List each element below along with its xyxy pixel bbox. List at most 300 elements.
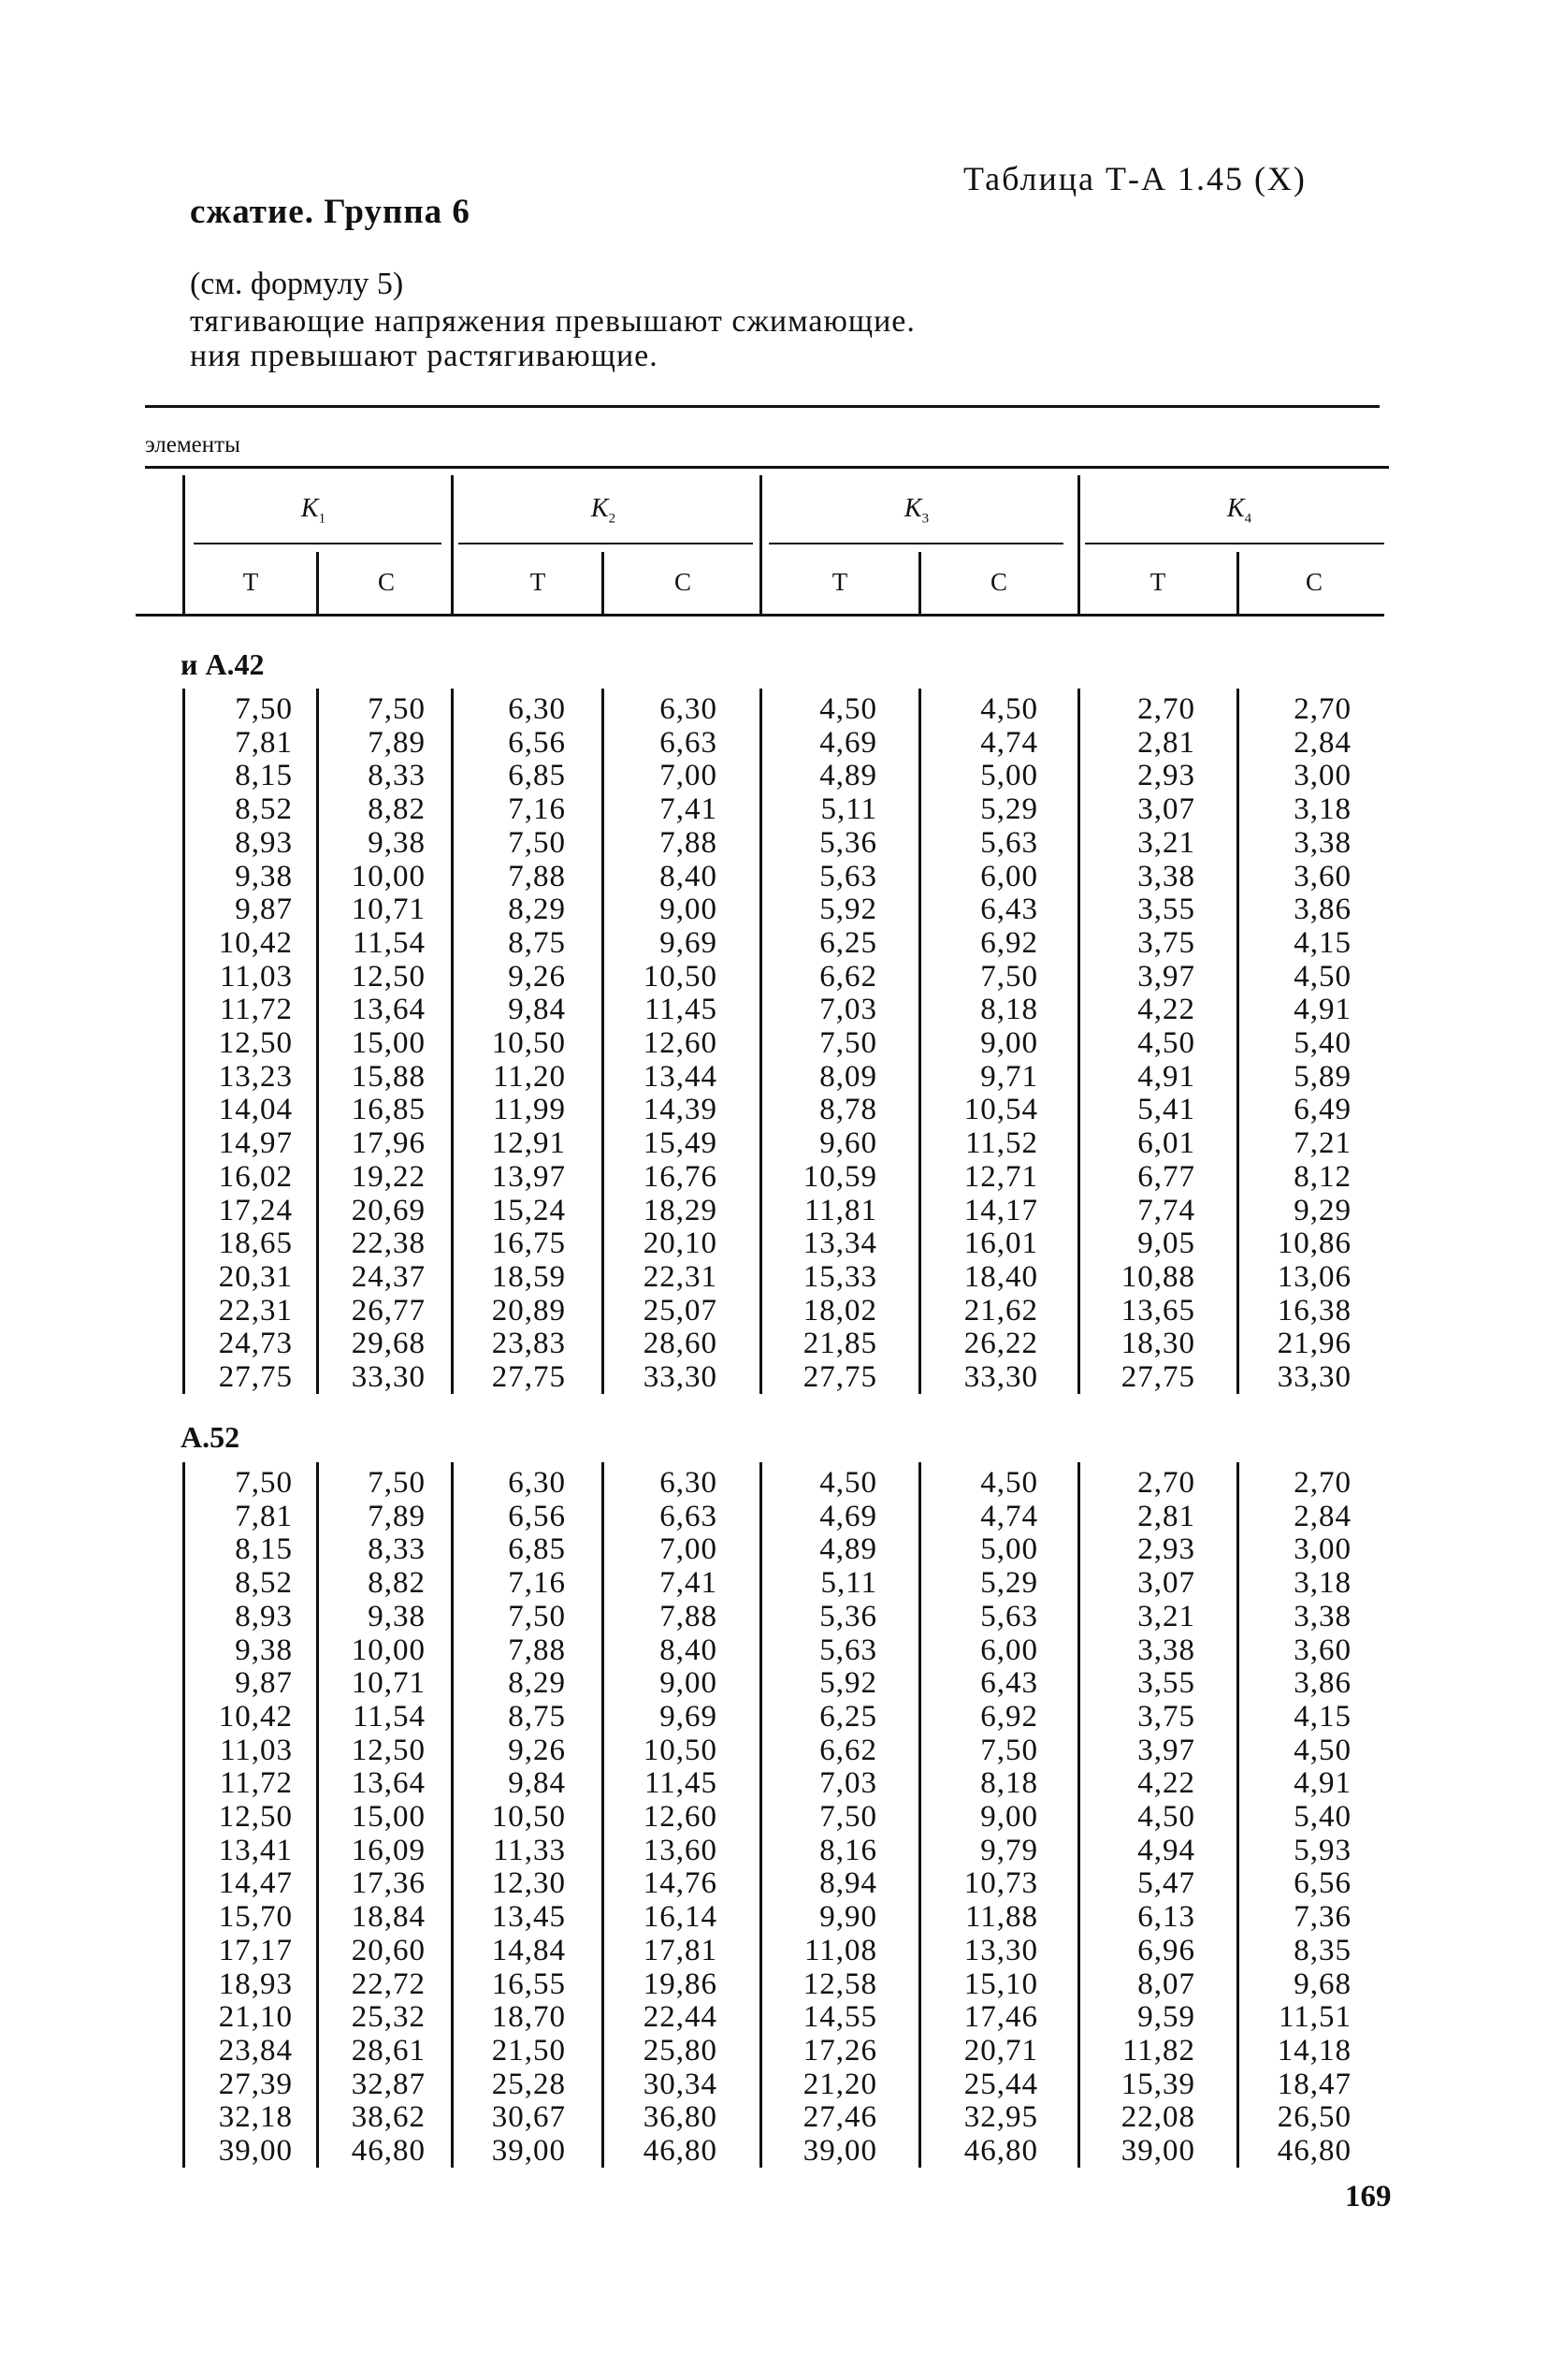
table-cell: 12,71 (963, 1159, 1038, 1194)
table-cell: 3,18 (1294, 792, 1352, 827)
table-cell: 7,89 (368, 725, 426, 760)
table-cell: 5,40 (1294, 1026, 1352, 1060)
table-cell: 6,25 (819, 925, 877, 960)
table-cell: 2,70 (1137, 692, 1195, 726)
table-cell: 16,01 (963, 1226, 1038, 1261)
table-cell: 4,89 (819, 759, 877, 793)
subheader-k2-t: Т (529, 568, 546, 596)
table-cell: 17,36 (351, 1866, 426, 1901)
table-cell: 10,42 (218, 1699, 293, 1734)
table-cell: 8,15 (235, 759, 293, 793)
group-underline-k1 (194, 543, 441, 544)
table-cell: 7,50 (980, 1733, 1038, 1767)
section-label: А.52 (181, 1420, 240, 1454)
table-cell: 6,56 (508, 725, 566, 760)
table-cell: 27,75 (218, 1360, 293, 1394)
table-cell: 7,88 (508, 1633, 566, 1667)
table-cell: 13,30 (963, 1933, 1038, 1967)
table-cell: 5,63 (980, 825, 1038, 860)
table-cell: 9,90 (819, 1900, 877, 1935)
divider (316, 552, 319, 614)
table-cell: 16,55 (491, 1966, 566, 2001)
column-divider (759, 689, 762, 1394)
column-divider (451, 689, 454, 1394)
table-cell: 3,75 (1137, 1699, 1195, 1734)
table-cell: 46,80 (351, 2134, 426, 2168)
table-cell: 30,34 (643, 2067, 717, 2101)
table-cell: 14,76 (643, 1866, 717, 1901)
table-cell: 10,00 (351, 1633, 426, 1667)
table-cell: 21,10 (218, 2000, 293, 2035)
table-cell: 7,50 (819, 1026, 877, 1060)
column-divider (1077, 1462, 1080, 2168)
table-cell: 14,18 (1277, 2033, 1352, 2068)
table-cell: 27,75 (802, 1360, 877, 1394)
table-cell: 7,89 (368, 1499, 426, 1533)
table-cell: 10,42 (218, 925, 293, 960)
table-cell: 10,50 (491, 1026, 566, 1060)
table-cell: 7,50 (368, 1466, 426, 1500)
table-cell: 23,83 (491, 1327, 566, 1361)
table-cell: 9,05 (1137, 1226, 1195, 1261)
table-cell: 22,44 (643, 2000, 717, 2035)
table-cell: 17,17 (218, 1933, 293, 1967)
table-cell: 38,62 (351, 2100, 426, 2135)
table-cell: 2,84 (1294, 1499, 1352, 1533)
table-cell: 7,50 (368, 692, 426, 726)
table-cell: 4,50 (819, 1466, 877, 1500)
table-cell: 24,37 (351, 1259, 426, 1294)
table-cell: 15,10 (963, 1966, 1038, 2001)
group-underline-k3 (769, 543, 1063, 544)
table-cell: 16,75 (491, 1226, 566, 1261)
table-cell: 9,84 (508, 1766, 566, 1801)
table-cell: 6,62 (819, 959, 877, 994)
table-cell: 8,16 (819, 1833, 877, 1867)
table-cell: 6,30 (659, 1466, 717, 1500)
table-cell: 9,38 (235, 1633, 293, 1667)
table-cell: 7,41 (659, 1566, 717, 1601)
column-divider (451, 1462, 454, 2168)
table-cell: 8,93 (235, 1599, 293, 1633)
table-cell: 11,82 (1121, 2033, 1195, 2068)
table-cell: 6,63 (659, 725, 717, 760)
table-cell: 10,59 (802, 1159, 877, 1194)
column-divider (1236, 689, 1239, 1394)
table-cell: 2,93 (1137, 1532, 1195, 1567)
table-cell: 12,50 (351, 1733, 426, 1767)
k1-index: 1 (318, 511, 326, 527)
table-cell: 6,30 (508, 692, 566, 726)
column-divider (601, 689, 604, 1394)
table-cell: 27,75 (491, 1360, 566, 1394)
table-cell: 6,30 (508, 1466, 566, 1500)
table-cell: 32,18 (218, 2100, 293, 2135)
table-cell: 15,33 (802, 1259, 877, 1294)
column-divider (182, 689, 185, 1394)
table-cell: 4,91 (1137, 1059, 1195, 1094)
table-cell: 9,00 (980, 1800, 1038, 1834)
table-cell: 17,81 (643, 1933, 717, 1967)
table-cell: 26,77 (351, 1293, 426, 1328)
column-divider (182, 1462, 185, 2168)
table-cell: 12,50 (218, 1800, 293, 1834)
table-cell: 2,70 (1294, 1466, 1352, 1500)
table-cell: 8,82 (368, 792, 426, 827)
table-cell: 3,55 (1137, 1666, 1195, 1701)
table-cell: 6,62 (819, 1733, 877, 1767)
table-cell: 24,73 (218, 1327, 293, 1361)
table-cell: 16,85 (351, 1093, 426, 1127)
table-cell: 26,22 (963, 1327, 1038, 1361)
table-cell: 14,39 (643, 1093, 717, 1127)
k2-header: $K_2$ (590, 494, 616, 527)
table-cell: 2,81 (1137, 725, 1195, 760)
table-cell: 3,97 (1137, 1733, 1195, 1767)
table-cell: 6,77 (1137, 1159, 1195, 1194)
table-cell: 4,74 (980, 725, 1038, 760)
table-cell: 6,25 (819, 1699, 877, 1734)
table-cell: 2,93 (1137, 759, 1195, 793)
table-cell: 5,41 (1137, 1093, 1195, 1127)
table-cell: 6,85 (508, 759, 566, 793)
table-cell: 5,63 (819, 859, 877, 893)
divider (601, 552, 604, 614)
k3-index: 3 (921, 511, 930, 527)
table-cell: 8,52 (235, 792, 293, 827)
table-cell: 13,65 (1120, 1293, 1195, 1328)
table-cell: 11,99 (492, 1093, 566, 1127)
table-cell: 13,44 (643, 1059, 717, 1094)
table-cell: 3,21 (1137, 825, 1195, 860)
divider (182, 475, 185, 616)
table-cell: 11,33 (492, 1833, 566, 1867)
table-cell: 11,08 (803, 1933, 877, 1967)
table-cell: 9,69 (659, 925, 717, 960)
table-cell: 3,55 (1137, 892, 1195, 927)
table-cell: 17,46 (963, 2000, 1038, 2035)
table-cell: 6,00 (980, 859, 1038, 893)
table-cell: 9,00 (659, 1666, 717, 1701)
table-cell: 9,38 (235, 859, 293, 893)
table-cell: 10,86 (1277, 1226, 1352, 1261)
k1-header: $K_1$ (300, 494, 326, 527)
table-cell: 9,00 (980, 1026, 1038, 1060)
table-cell: 20,10 (643, 1226, 717, 1261)
table-cell: 7,50 (235, 1466, 293, 1500)
table-cell: 3,38 (1294, 825, 1352, 860)
column-divider (1236, 1462, 1239, 2168)
table-cell: 5,92 (819, 1666, 877, 1701)
table-cell: 6,00 (980, 1633, 1038, 1667)
table-cell: 5,63 (980, 1599, 1038, 1633)
table-cell: 6,30 (659, 692, 717, 726)
table-cell: 7,74 (1137, 1193, 1195, 1227)
table-cell: 5,93 (1294, 1833, 1352, 1867)
divider (451, 475, 454, 616)
table-cell: 6,92 (980, 925, 1038, 960)
table-cell: 7,16 (508, 1566, 566, 1601)
table-cell: 33,30 (643, 1360, 717, 1394)
table-cell: 5,40 (1294, 1800, 1352, 1834)
table-cell: 33,30 (1277, 1360, 1352, 1394)
table-cell: 6,13 (1137, 1900, 1195, 1935)
table-cell: 4,50 (1294, 1733, 1352, 1767)
table-cell: 17,26 (802, 2033, 877, 2068)
table-cell: 39,00 (218, 2134, 293, 2168)
table-cell: 7,81 (235, 1499, 293, 1533)
table-cell: 20,31 (218, 1259, 293, 1294)
table-cell: 11,03 (219, 1733, 293, 1767)
table-cell: 14,55 (802, 2000, 877, 2035)
table-cell: 4,91 (1294, 1766, 1352, 1801)
table-cell: 11,72 (219, 993, 293, 1027)
table-cell: 7,50 (980, 959, 1038, 994)
k4-index: 4 (1244, 511, 1252, 527)
table-cell: 15,39 (1120, 2067, 1195, 2101)
table-cell: 5,29 (980, 792, 1038, 827)
divider (1236, 552, 1239, 614)
table-cell: 11,54 (352, 925, 426, 960)
formula-note: (см. формулу 5) (190, 267, 404, 301)
table-cell: 13,64 (351, 993, 426, 1027)
table-cell: 8,29 (508, 1666, 566, 1701)
divider (918, 552, 921, 614)
table-cell: 11,88 (964, 1900, 1038, 1935)
table-cell: 7,50 (508, 1599, 566, 1633)
table-cell: 5,00 (980, 759, 1038, 793)
table-cell: 20,69 (351, 1193, 426, 1227)
table-cell: 11,72 (219, 1766, 293, 1801)
table-cell: 32,87 (351, 2067, 426, 2101)
table-cell: 13,45 (491, 1900, 566, 1935)
table-cell: 16,38 (1277, 1293, 1352, 1328)
table-cell: 3,21 (1137, 1599, 1195, 1633)
subheader-k2-c: С (673, 568, 691, 596)
top-rule (145, 405, 1380, 408)
table-cell: 13,41 (218, 1833, 293, 1867)
table-cell: 8,15 (235, 1532, 293, 1567)
table-cell: 8,40 (659, 1633, 717, 1667)
table-cell: 7,36 (1294, 1900, 1352, 1935)
table-cell: 39,00 (802, 2134, 877, 2168)
table-cell: 2,81 (1137, 1499, 1195, 1533)
table-cell: 3,75 (1137, 925, 1195, 960)
subheader-k3-c: С (990, 568, 1007, 596)
table-cell: 8,93 (235, 825, 293, 860)
table-cell: 11,51 (1278, 2000, 1352, 2035)
column-divider (316, 1462, 319, 2168)
table-cell: 14,17 (963, 1193, 1038, 1227)
table-cell: 7,41 (659, 792, 717, 827)
table-cell: 7,50 (819, 1800, 877, 1834)
table-cell: 11,54 (352, 1699, 426, 1734)
table-cell: 9,60 (819, 1126, 877, 1161)
table-cell: 9,38 (368, 1599, 426, 1633)
table-cell: 9,69 (659, 1699, 717, 1734)
table-cell: 46,80 (643, 2134, 717, 2168)
table-cell: 22,31 (643, 1259, 717, 1294)
table-cell: 9,84 (508, 993, 566, 1027)
table-cell: 16,02 (218, 1159, 293, 1194)
table-cell: 7,50 (508, 825, 566, 860)
table-cell: 12,30 (491, 1866, 566, 1901)
table-cell: 5,11 (820, 792, 877, 827)
table-cell: 6,43 (980, 1666, 1038, 1701)
table-cell: 7,16 (508, 792, 566, 827)
table-cell: 14,47 (218, 1866, 293, 1901)
group-underline-k4 (1085, 543, 1384, 544)
table-cell: 4,50 (980, 1466, 1038, 1500)
table-cell: 9,26 (508, 959, 566, 994)
table-cell: 4,15 (1294, 925, 1352, 960)
table-cell: 22,72 (351, 1966, 426, 2001)
section-label: и А.42 (181, 647, 265, 681)
table-cell: 4,91 (1294, 993, 1352, 1027)
table-cell: 11,81 (803, 1193, 877, 1227)
table-cell: 11,45 (643, 993, 717, 1027)
table-cell: 12,58 (802, 1966, 877, 2001)
table-cell: 39,00 (491, 2134, 566, 2168)
table-cell: 3,60 (1294, 1633, 1352, 1667)
table-cell: 39,00 (1120, 2134, 1195, 2168)
table-cell: 8,75 (508, 925, 566, 960)
table-cell: 18,29 (643, 1193, 717, 1227)
table-cell: 5,47 (1137, 1866, 1195, 1901)
table-cell: 27,75 (1120, 1360, 1195, 1394)
table-cell: 4,50 (980, 692, 1038, 726)
table-cell: 4,15 (1294, 1699, 1352, 1734)
table-cell: 9,87 (235, 892, 293, 927)
table-cell: 5,00 (980, 1532, 1038, 1567)
table-cell: 18,70 (491, 2000, 566, 2035)
table-cell: 10,71 (351, 1666, 426, 1701)
table-cell: 18,47 (1277, 2067, 1352, 2101)
page-number: 169 (1345, 2180, 1392, 2213)
table-cell: 8,07 (1137, 1966, 1195, 2001)
table-cell: 18,30 (1120, 1327, 1195, 1361)
table-cell: 7,88 (659, 825, 717, 860)
table-cell: 33,30 (351, 1360, 426, 1394)
table-cell: 8,40 (659, 859, 717, 893)
table-cell: 8,09 (819, 1059, 877, 1094)
table-cell: 4,74 (980, 1499, 1038, 1533)
table-cell: 19,86 (643, 1966, 717, 2001)
table-cell: 3,07 (1137, 792, 1195, 827)
column-divider (316, 689, 319, 1394)
table-cell: 20,89 (491, 1293, 566, 1328)
table-cell: 10,50 (491, 1800, 566, 1834)
table-cell: 8,29 (508, 892, 566, 927)
table-cell: 22,38 (351, 1226, 426, 1261)
table-cell: 5,92 (819, 892, 877, 927)
table-cell: 27,46 (802, 2100, 877, 2135)
subheader-k4-t: Т (1149, 568, 1166, 596)
table-cell: 7,21 (1294, 1126, 1352, 1161)
table-cell: 21,50 (491, 2033, 566, 2068)
table-cell: 9,71 (980, 1059, 1038, 1094)
table-cell: 15,00 (351, 1026, 426, 1060)
table-cell: 2,70 (1294, 692, 1352, 726)
table-cell: 11,45 (643, 1766, 717, 1801)
table-cell: 7,00 (659, 1532, 717, 1567)
table-cell: 10,73 (963, 1866, 1038, 1901)
table-cell: 15,70 (218, 1900, 293, 1935)
table-cell: 29,68 (351, 1327, 426, 1361)
table-cell: 22,31 (218, 1293, 293, 1328)
table-cell: 14,84 (491, 1933, 566, 1967)
table-cell: 12,50 (351, 959, 426, 994)
table-cell: 10,00 (351, 859, 426, 893)
table-cell: 12,50 (218, 1026, 293, 1060)
table-cell: 9,26 (508, 1733, 566, 1767)
table-cell: 13,23 (218, 1059, 293, 1094)
table-cell: 5,36 (819, 825, 877, 860)
table-cell: 8,52 (235, 1566, 293, 1601)
table-cell: 4,50 (1137, 1800, 1195, 1834)
table-cell: 3,86 (1294, 892, 1352, 927)
table-cell: 25,28 (491, 2067, 566, 2101)
table-cell: 6,01 (1137, 1126, 1195, 1161)
table-cell: 21,20 (802, 2067, 877, 2101)
table-cell: 3,18 (1294, 1566, 1352, 1601)
table-cell: 2,84 (1294, 725, 1352, 760)
table-cell: 18,40 (963, 1259, 1038, 1294)
table-cell: 5,36 (819, 1599, 877, 1633)
table-cell: 7,03 (819, 993, 877, 1027)
table-cell: 13,06 (1277, 1259, 1352, 1294)
k3-header: $K_3$ (904, 494, 930, 527)
table-cell: 6,85 (508, 1532, 566, 1567)
table-cell: 7,88 (659, 1599, 717, 1633)
k4-header: $K_4$ (1226, 494, 1252, 527)
table-cell: 15,24 (491, 1193, 566, 1227)
table-cell: 13,64 (351, 1766, 426, 1801)
table-cell: 7,00 (659, 759, 717, 793)
table-cell: 5,11 (820, 1566, 877, 1601)
table-cell: 18,59 (491, 1259, 566, 1294)
table-cell: 5,63 (819, 1633, 877, 1667)
table-cell: 22,08 (1120, 2100, 1195, 2135)
subheader-k1-t: Т (242, 568, 259, 596)
table-cell: 27,39 (218, 2067, 293, 2101)
table-cell: 12,91 (491, 1126, 566, 1161)
table-cell: 6,92 (980, 1699, 1038, 1734)
table-cell: 3,86 (1294, 1666, 1352, 1701)
column-divider (918, 689, 921, 1394)
table-cell: 20,71 (963, 2033, 1038, 2068)
table-cell: 18,93 (218, 1966, 293, 2001)
table-cell: 25,32 (351, 2000, 426, 2035)
table-cell: 14,04 (218, 1093, 293, 1127)
table-cell: 6,56 (1294, 1866, 1352, 1901)
table-cell: 4,69 (819, 1499, 877, 1533)
table-cell: 25,44 (963, 2067, 1038, 2101)
table-cell: 7,88 (508, 859, 566, 893)
table-cell: 3,38 (1137, 859, 1195, 893)
table-cell: 7,50 (235, 692, 293, 726)
table-cell: 7,81 (235, 725, 293, 760)
table-cell: 8,18 (980, 1766, 1038, 1801)
table-cell: 19,22 (351, 1159, 426, 1194)
table-cell: 36,80 (643, 2100, 717, 2135)
table-cell: 25,07 (643, 1293, 717, 1328)
table-cell: 2,70 (1137, 1466, 1195, 1500)
table-cell: 10,54 (963, 1093, 1038, 1127)
table-label: Таблица Т-А 1.45 (X) (963, 160, 1307, 197)
table-cell: 13,97 (491, 1159, 566, 1194)
table-cell: 6,63 (659, 1499, 717, 1533)
